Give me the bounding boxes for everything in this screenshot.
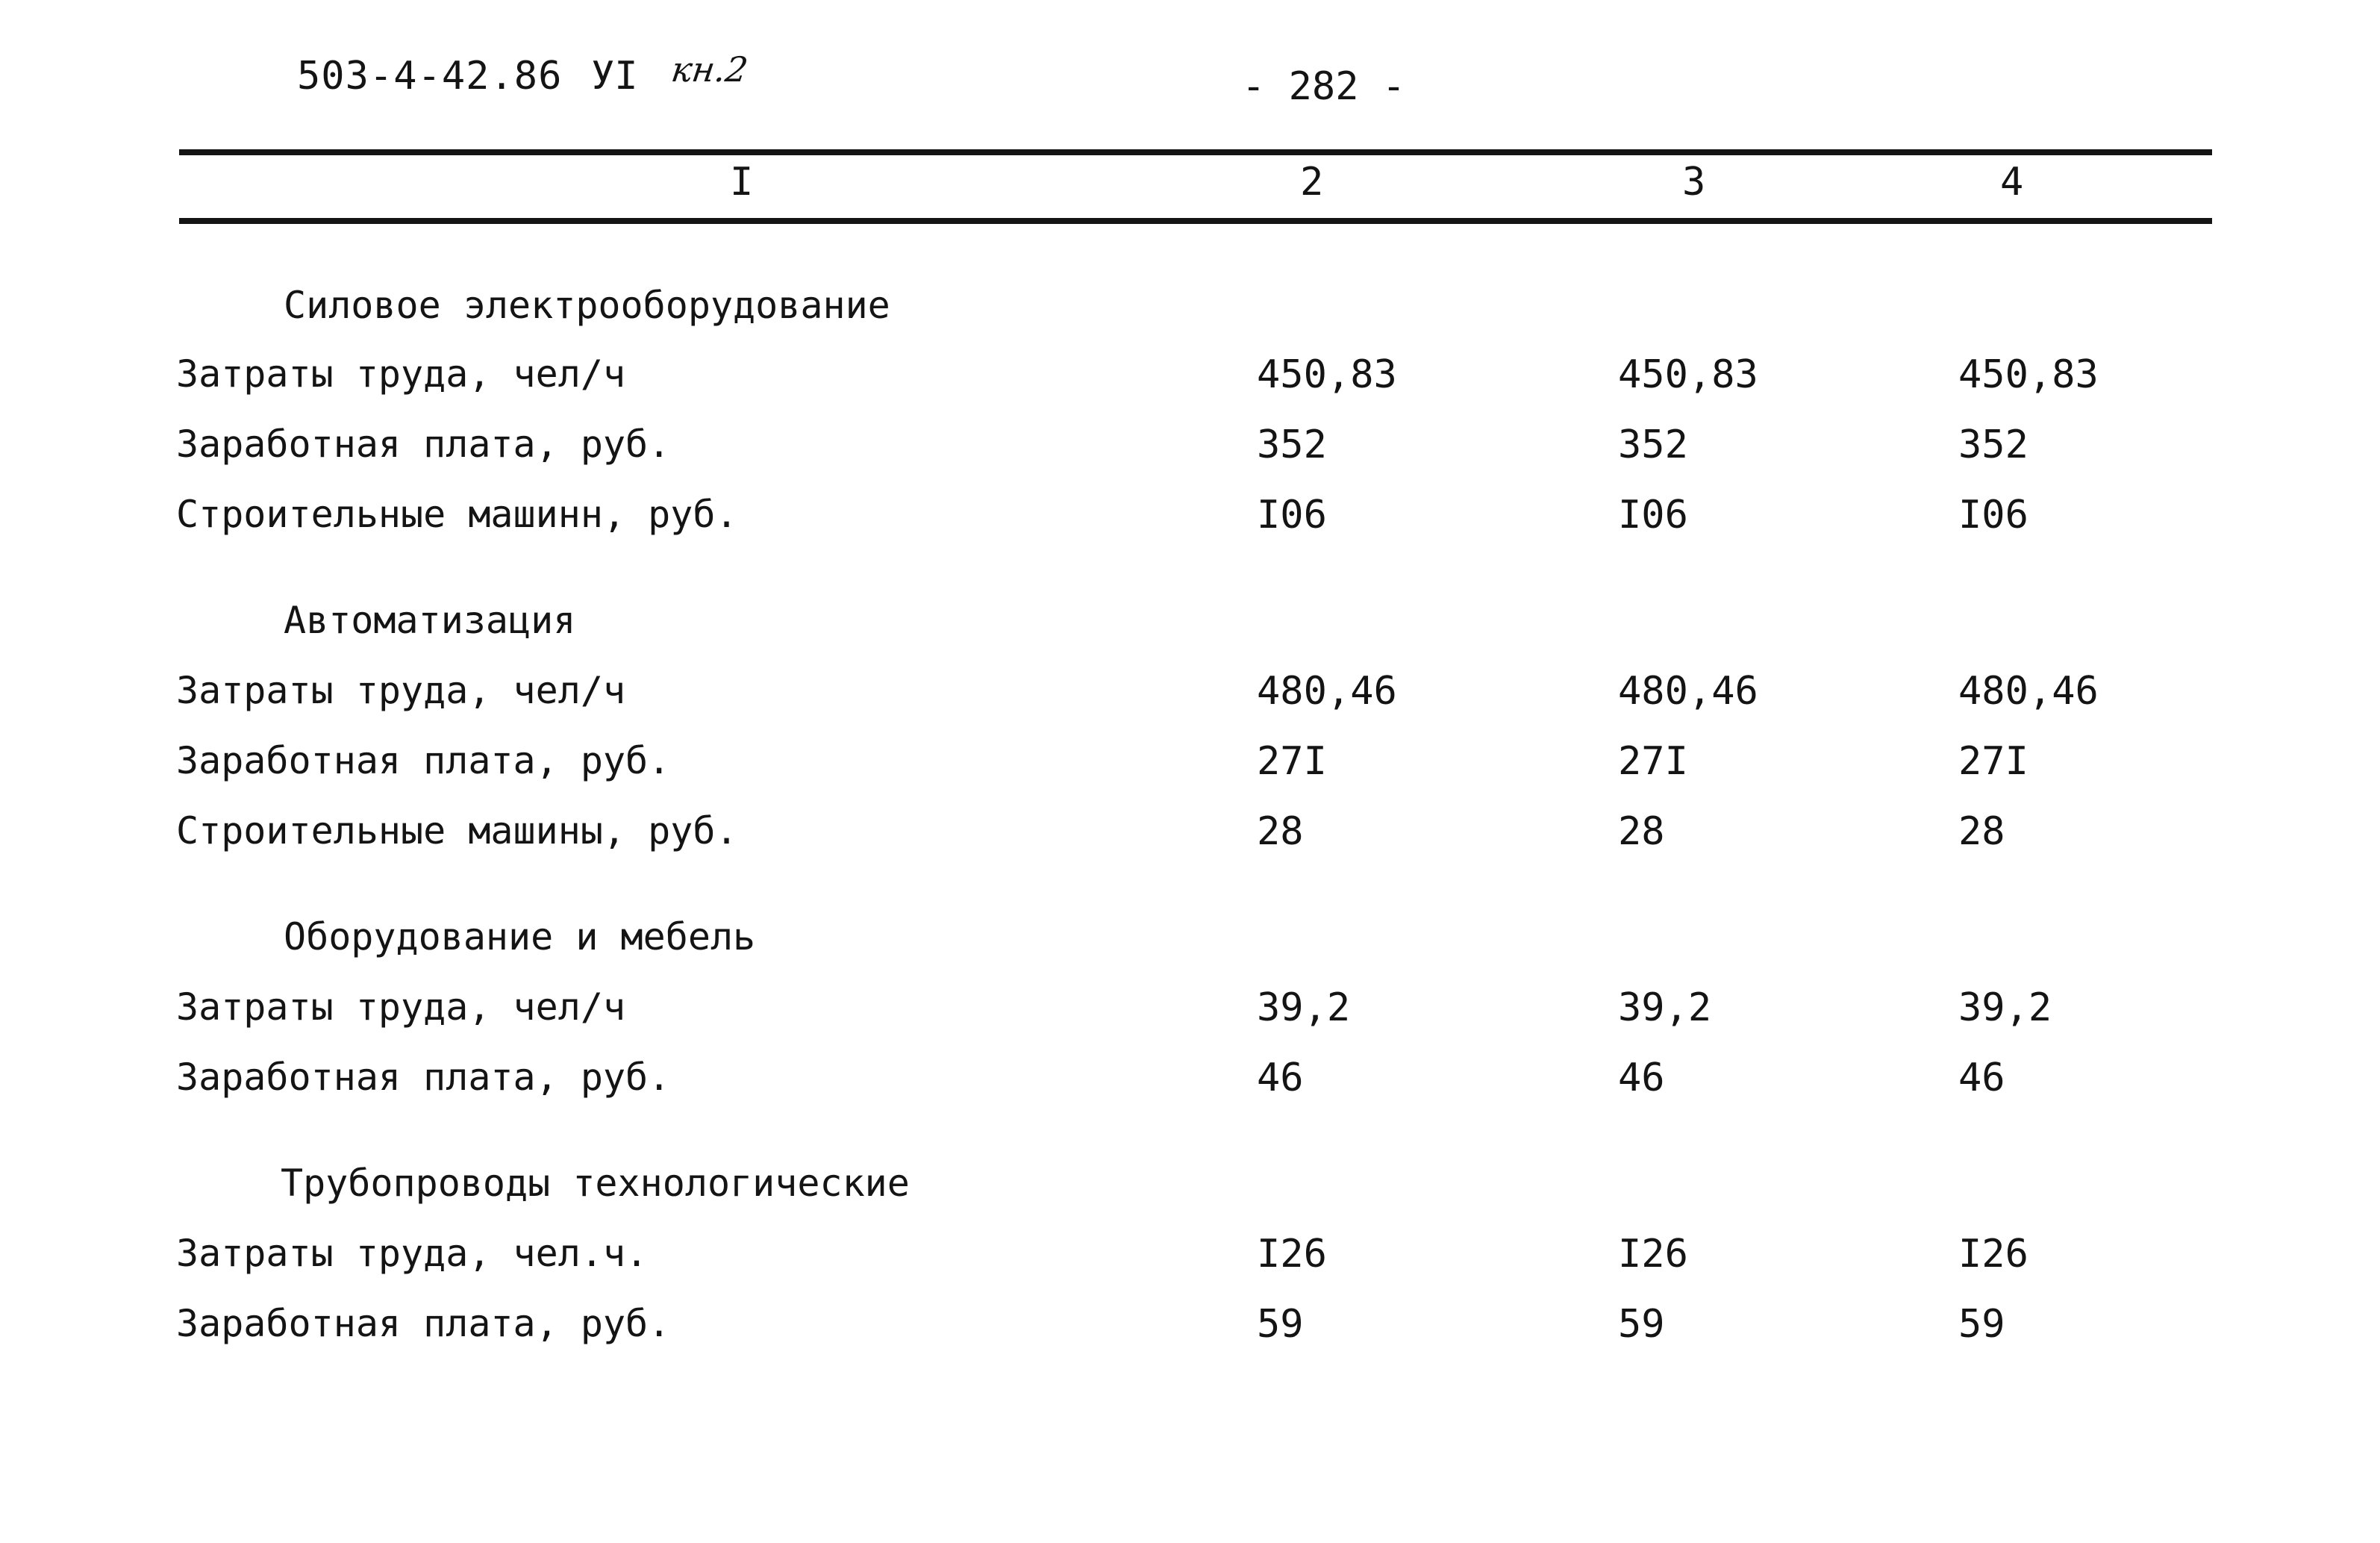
table-row (0, 1302, 2380, 1354)
row-label: Заработная плата, руб. (176, 739, 671, 782)
column-header-1: I (730, 160, 754, 205)
document-code: 503-4-42.86 (297, 54, 563, 99)
table-row (0, 669, 2380, 721)
cell-col-2: 39,2 (1257, 985, 1351, 1030)
cell-col-4: 39,2 (1958, 985, 2052, 1030)
row-label: Затраты труда, чел.ч. (176, 1232, 649, 1275)
table-row (0, 1232, 2380, 1284)
cell-col-2: I06 (1257, 493, 1327, 537)
table-top-rule (179, 149, 2212, 155)
cell-col-4: 46 (1958, 1056, 2005, 1100)
table-row (0, 739, 2380, 791)
cell-col-2: 352 (1257, 423, 1327, 467)
column-header-3: 3 (1682, 160, 1706, 205)
table-row (0, 809, 2380, 861)
row-label: Заработная плата, руб. (176, 1302, 671, 1345)
section-title: Силовое электрооборудование (284, 284, 890, 327)
cell-col-3: I26 (1618, 1232, 1688, 1277)
column-header-2: 2 (1300, 160, 1324, 205)
column-header-4: 4 (2000, 160, 2024, 205)
row-label: Заработная плата, руб. (176, 423, 671, 466)
table-header-rule (179, 218, 2212, 224)
row-label: Затраты труда, чел/ч (176, 985, 626, 1029)
table-row (0, 352, 2380, 405)
cell-col-2: I26 (1257, 1232, 1327, 1277)
cell-col-4: 352 (1958, 423, 2028, 467)
cell-col-2: 450,83 (1257, 352, 1397, 397)
row-label: Затраты труда, чел/ч (176, 669, 626, 712)
cell-col-2: 480,46 (1257, 669, 1397, 714)
cell-col-4: 59 (1958, 1302, 2005, 1347)
row-label: Заработная плата, руб. (176, 1056, 671, 1099)
cell-col-3: I06 (1618, 493, 1688, 537)
cell-col-3: 46 (1618, 1056, 1665, 1100)
cell-col-2: 28 (1257, 809, 1304, 854)
cell-col-3: 39,2 (1618, 985, 1712, 1030)
volume-number: УI (591, 54, 638, 99)
cell-col-2: 46 (1257, 1056, 1304, 1100)
cell-col-3: 59 (1618, 1302, 1665, 1347)
table-row (0, 985, 2380, 1038)
page-number: - 282 - (1242, 64, 1406, 109)
table-row (0, 1056, 2380, 1108)
section-title: Оборудование и мебель (284, 915, 756, 958)
row-label: Строительные машины, руб. (176, 809, 738, 852)
cell-col-4: 480,46 (1958, 669, 2099, 714)
cell-col-4: 28 (1958, 809, 2005, 854)
cell-col-4: 450,83 (1958, 352, 2099, 397)
cell-col-2: 27I (1257, 739, 1327, 784)
section-title: Автоматизация (284, 599, 576, 642)
cell-col-3: 450,83 (1618, 352, 1758, 397)
cell-col-3: 480,46 (1618, 669, 1758, 714)
cell-col-4: I26 (1958, 1232, 2028, 1277)
row-label: Затраты труда, чел/ч (176, 352, 626, 396)
cell-col-4: I06 (1958, 493, 2028, 537)
cell-col-3: 352 (1618, 423, 1688, 467)
row-label: Строительные машинн, руб. (176, 493, 738, 536)
cell-col-3: 27I (1618, 739, 1688, 784)
table-row (0, 493, 2380, 545)
cell-col-2: 59 (1257, 1302, 1304, 1347)
book-number-handwritten: кн.2 (669, 49, 751, 90)
section-title: Трубопроводы технологические (281, 1162, 910, 1205)
cell-col-3: 28 (1618, 809, 1665, 854)
table-row (0, 423, 2380, 475)
cell-col-4: 27I (1958, 739, 2028, 784)
